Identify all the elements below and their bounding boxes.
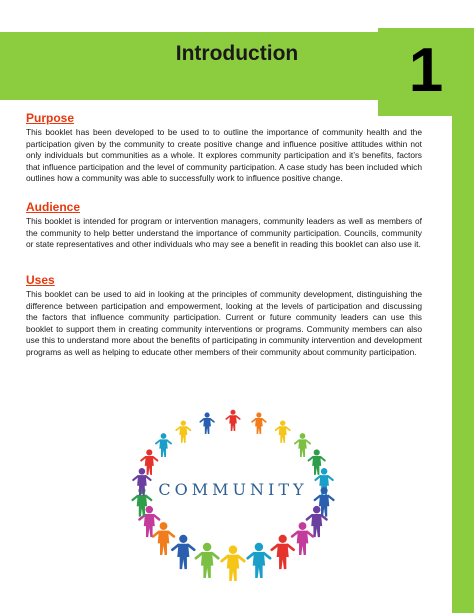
person-figure: [272, 535, 294, 569]
person-figure: [200, 412, 214, 434]
person-figure: [196, 543, 218, 578]
section-body-purpose: This booklet has been developed to be used to to outline the importance of community health and the participation given by the community to create positive change and influence positive attitudes within not only individuals but communities as a whole. It explores community participation and it’s benefits, factors that influence participation and the level of community participation. A case study has been included which outlines how a community was able to successfully work to influence positive change.: [26, 127, 422, 184]
section-purpose: [26, 111, 422, 185]
section-body-uses: This booklet can be used to aid in looking at the principles of community development, distinguishing the difference between participation and empowerment, looking at the levels of participation and discussing the factors that influence community participation. Current or future community leaders can use this booklet to support them in creating community interventions or programs. Community members can also use this to understand more about the benefits of participating in community intervention and development programs as well as helping to educate other members of their community about community participation.: [26, 289, 422, 357]
person-figure: [222, 546, 245, 582]
person-figure: [226, 410, 240, 431]
section-heading-purpose: Purpose: [26, 111, 75, 125]
section-uses: [26, 273, 422, 359]
person-figure: [295, 433, 310, 457]
person-figure: [276, 420, 290, 442]
person-figure: [176, 420, 190, 442]
person-figure: [292, 522, 313, 555]
person-figure: [248, 543, 270, 578]
section-heading-uses: Uses: [26, 273, 55, 287]
person-figure: [156, 433, 171, 457]
community-word: COMMUNITY: [158, 480, 308, 499]
section-audience: [26, 200, 422, 251]
side-accent-bar: [452, 116, 474, 613]
page-title: Introduction: [175, 42, 299, 65]
section-body-audience: This booklet is intended for program or intervention managers, community leaders as well as members of the community to help better understand the importance of community participation. Councils, community or state representatives and other individuals who may see a benefit in reading this booklet can also use it.: [26, 216, 422, 250]
person-figure: [252, 412, 266, 434]
person-figure: [153, 522, 174, 555]
section-heading-audience: Audience: [26, 200, 81, 214]
person-figure: [172, 535, 194, 569]
chapter-number: 1: [408, 36, 444, 105]
